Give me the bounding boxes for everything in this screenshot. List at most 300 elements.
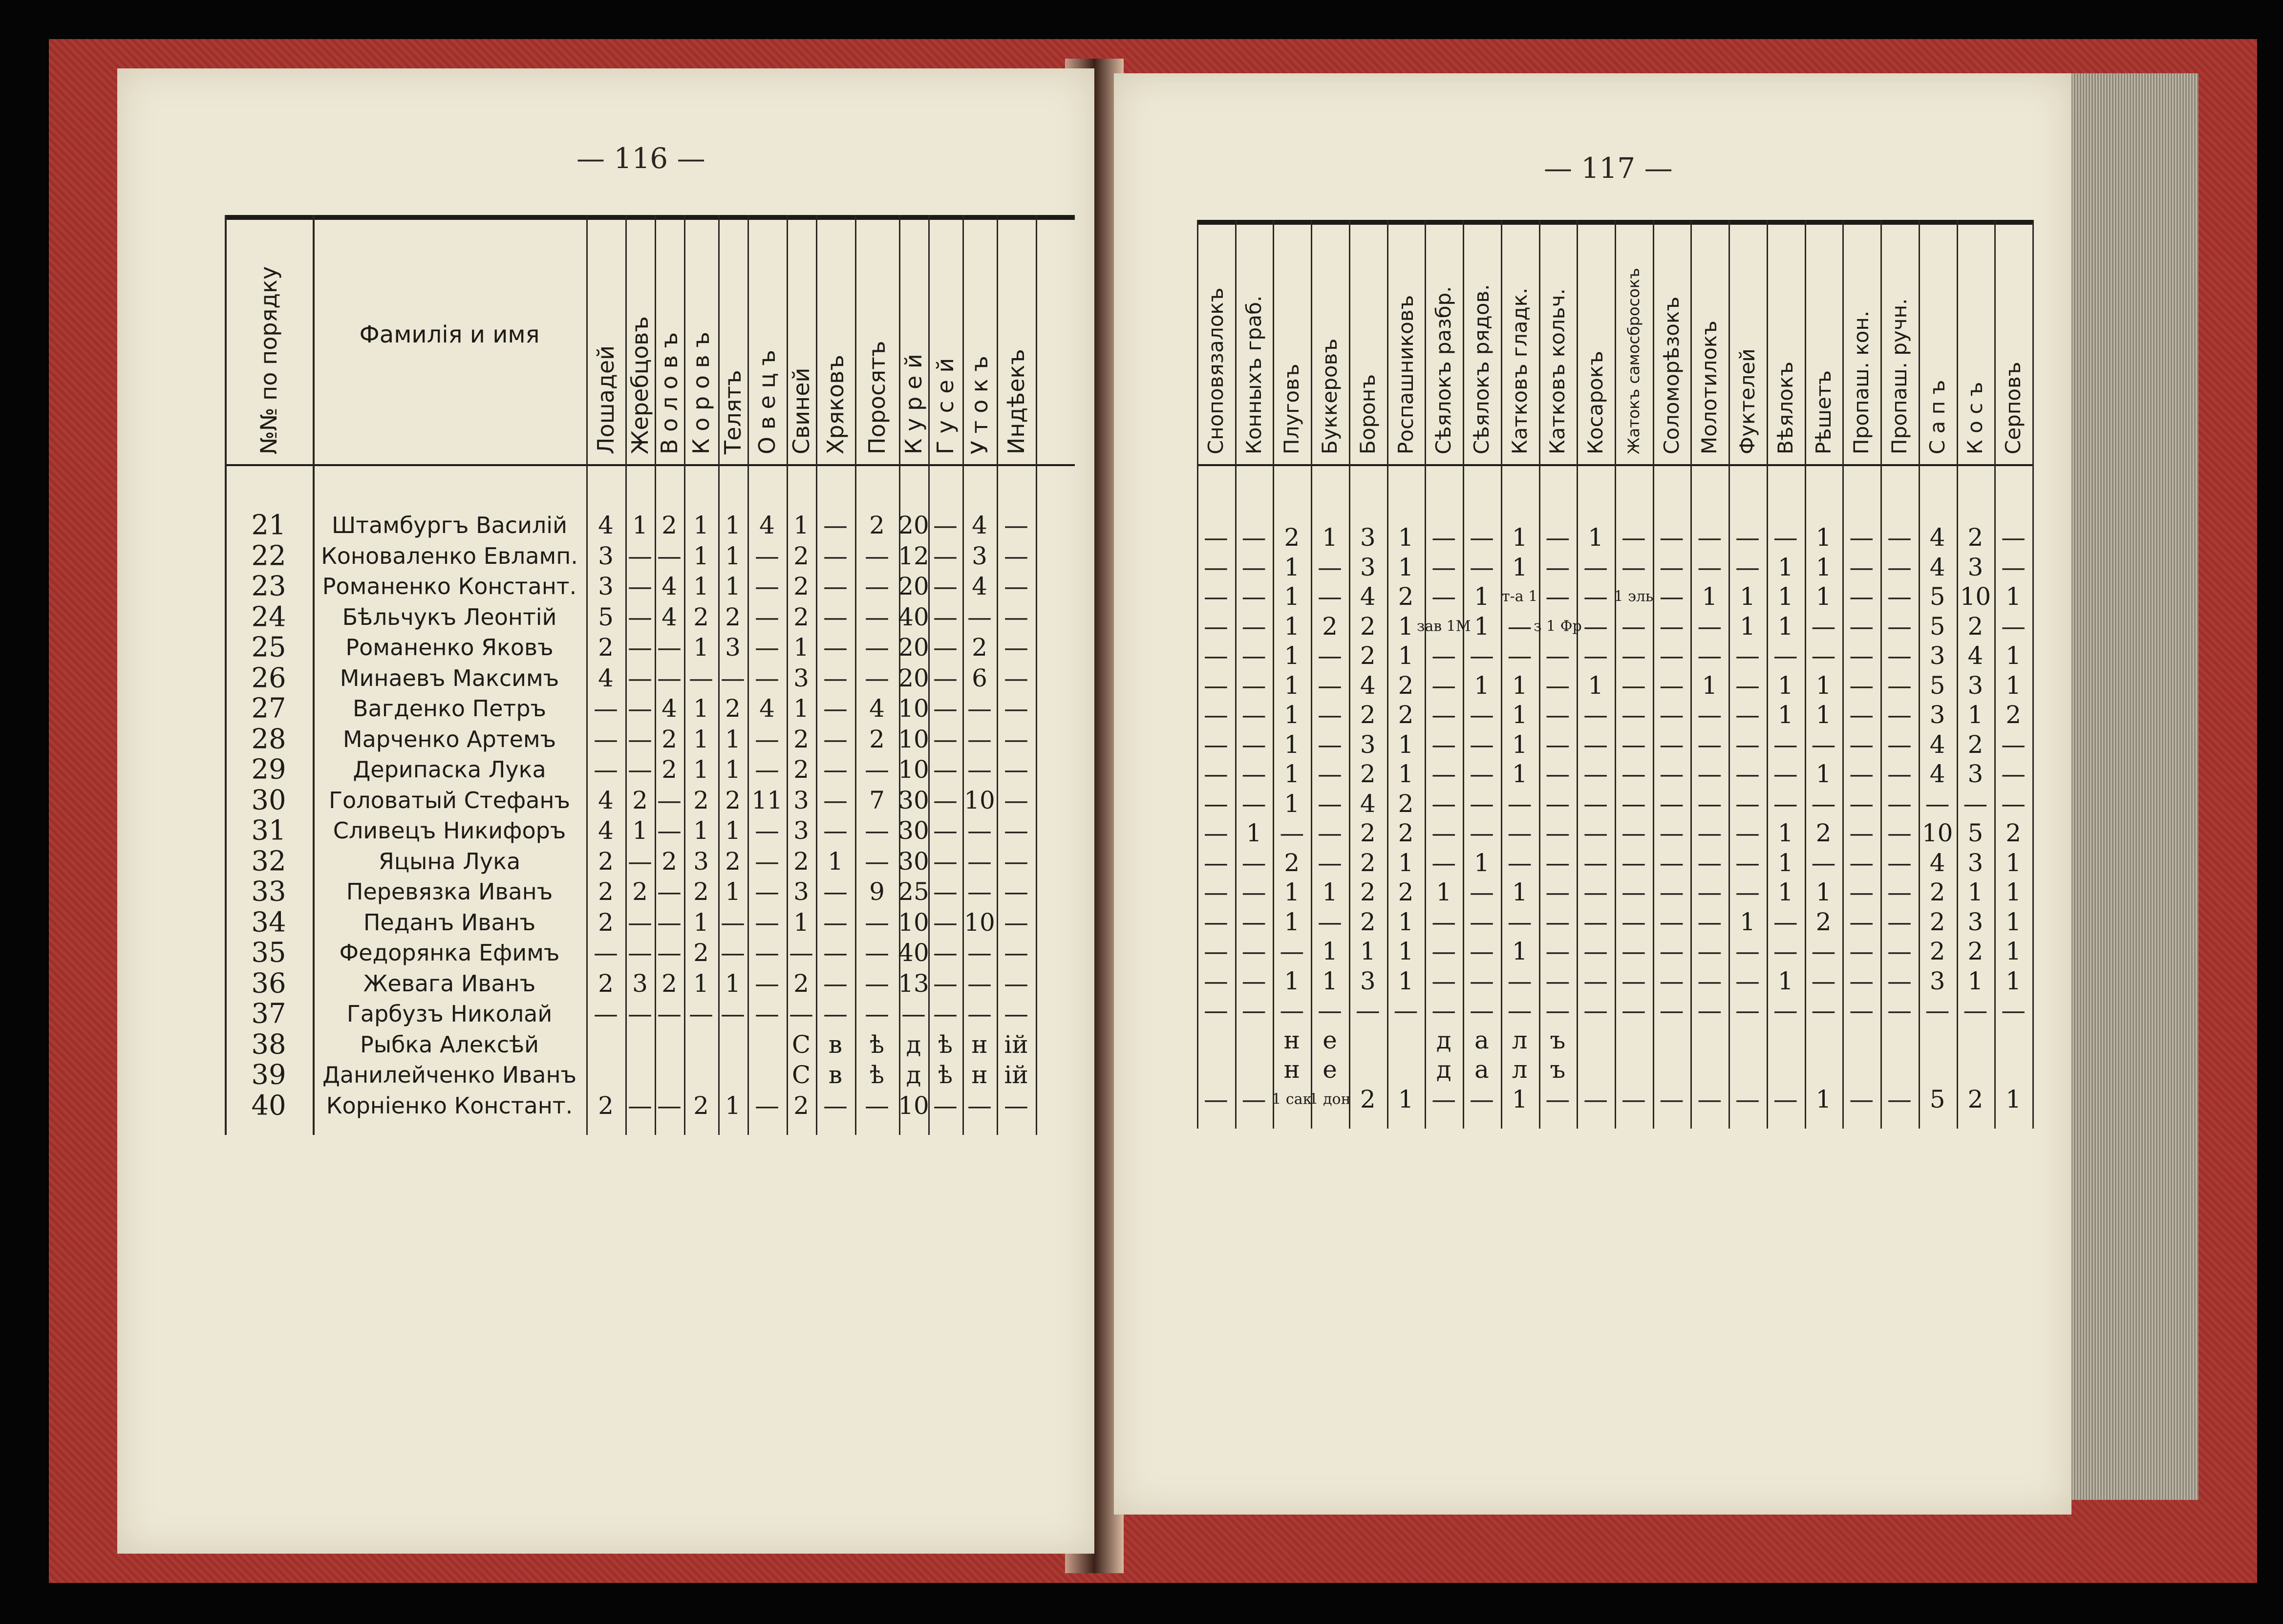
right-column-rule — [1842, 220, 1844, 1129]
left-table-cell: 4 — [759, 694, 775, 723]
right-table-cell: 1 — [1284, 907, 1300, 936]
left-table-cell: — — [721, 939, 745, 967]
left-table-cell: — — [1004, 847, 1028, 876]
right-table-cell: — — [1431, 907, 1456, 936]
left-row-number: 21 — [251, 509, 286, 541]
left-table-cell: — — [933, 1000, 958, 1028]
right-table-cell: 1 — [2006, 848, 2022, 877]
right-table-cell: — — [1203, 523, 1228, 552]
right-table-cell: — — [1887, 701, 1912, 729]
right-table-cell: — — [1811, 641, 1836, 670]
right-table-cell: 2 — [1967, 523, 1984, 552]
right-table-cell: 1 — [1588, 523, 1604, 552]
right-table-cell: — — [1735, 641, 1760, 670]
right-table-cell: 2 — [1815, 907, 1832, 936]
right-table-cell: 1 — [1777, 553, 1793, 581]
right-table-cell: 1 — [2006, 582, 2022, 611]
right-table-cell: 5 — [1929, 612, 1945, 641]
right-table-cell: 1 — [1512, 553, 1528, 581]
right-table-cell: — — [1469, 523, 1494, 552]
right-table-cell: — — [1697, 937, 1722, 965]
right-table-cell: 1 — [1322, 937, 1338, 965]
left-column-rule — [816, 215, 817, 1135]
right-page — [1114, 73, 2071, 1515]
right-table-cell: 1 — [1777, 966, 1793, 995]
right-table-cell: — — [1431, 701, 1456, 729]
right-table-cell: 4 — [1929, 523, 1945, 552]
left-table-cell: 20 — [898, 511, 929, 539]
right-table-cell: — — [1241, 523, 1266, 552]
right-column-rule — [1463, 220, 1464, 1129]
left-row-number: 34 — [251, 906, 286, 938]
left-table-cell: — — [1004, 572, 1028, 600]
right-column-header: Соломорѣзокъ — [1659, 297, 1684, 454]
left-row-number: 27 — [251, 692, 286, 725]
left-table-cell: — — [933, 816, 958, 845]
right-table-cell: 1 — [2006, 966, 2022, 995]
right-column-rule — [1615, 220, 1616, 1129]
left-table-cell: — — [1004, 633, 1028, 662]
right-table-cell: 4 — [1929, 760, 1945, 788]
right-table-cell: — — [1469, 819, 1494, 847]
right-table-cell: — — [1318, 671, 1343, 700]
left-column-header: К у р е й — [900, 354, 927, 454]
right-table-cell: — — [1621, 848, 1646, 877]
left-table-cell: 4 — [598, 816, 614, 845]
left-table-cell: — — [865, 939, 889, 967]
left-table-cell: — — [594, 694, 618, 723]
right-table-cell: — — [1241, 848, 1266, 877]
left-table-cell: 2 — [725, 694, 741, 723]
right-table-cell: — — [1659, 760, 1684, 788]
left-table-cell: 2 — [598, 969, 614, 998]
right-column-header: Конныхъ граб. — [1241, 295, 1266, 454]
right-table-cell: — — [1583, 878, 1608, 906]
left-table-cell: 10 — [898, 908, 929, 937]
right-table-cell: — — [1697, 523, 1722, 552]
right-column-rule — [1273, 220, 1274, 1129]
right-table-cell: — — [1431, 641, 1456, 670]
right-table-cell: — — [1241, 966, 1266, 995]
right-table-cell: 1 — [1436, 878, 1452, 906]
right-table-cell: 1 — [2006, 937, 2022, 965]
left-table-cell: 10 — [964, 786, 995, 814]
left-table-cell: 2 — [793, 541, 809, 570]
right-table-cell: 3 — [1967, 907, 1984, 936]
left-table-cell: 30 — [898, 847, 929, 876]
right-table-cell: — — [1203, 848, 1228, 877]
right-table-cell: — — [1469, 966, 1494, 995]
right-table-cell: 1 — [1512, 671, 1528, 700]
left-table-cell: 10 — [898, 725, 929, 753]
left-table-cell: 2 — [869, 725, 885, 753]
right-table-cell: — — [1735, 730, 1760, 759]
right-table-cell: 1 — [1777, 878, 1793, 906]
right-column-rule — [1728, 220, 1730, 1129]
left-column-header: Телятъ — [720, 370, 746, 454]
right-table-cell: — — [1280, 819, 1304, 847]
right-table-cell: 1 — [1398, 612, 1414, 641]
right-table-cell: — — [1583, 553, 1608, 581]
left-column-header: У т о к ъ — [966, 356, 993, 454]
right-table-cell: — — [1241, 1085, 1266, 1113]
right-table-cell: — — [1659, 907, 1684, 936]
right-table-cell: — — [1545, 760, 1570, 788]
right-table-cell: 1 — [1474, 848, 1490, 877]
right-table-cell: — — [1735, 523, 1760, 552]
right-table-cell: 1 — [1815, 701, 1832, 729]
right-table-cell: — — [1887, 937, 1912, 965]
right-table-cell: 3 — [1967, 671, 1984, 700]
left-column-header: №№ по порядку — [256, 266, 282, 454]
right-table-cell: — — [1203, 760, 1228, 788]
right-table-cell: 1 — [1512, 701, 1528, 729]
right-column-rule — [1311, 220, 1312, 1129]
right-table-cell: — — [1241, 641, 1266, 670]
right-table-cell: 1 — [1246, 819, 1262, 847]
right-table-cell: а — [1474, 1026, 1489, 1054]
right-table-cell: зав 1М — [1416, 618, 1471, 635]
right-table-cell: — — [1431, 937, 1456, 965]
right-table-cell: 1 — [1702, 582, 1718, 611]
right-table-cell: — — [1887, 789, 1912, 818]
left-table-cell: в — [828, 1061, 843, 1089]
right-table-cell: 2 — [1360, 848, 1376, 877]
right-table-cell: 1 — [1284, 789, 1300, 818]
right-table-cell: — — [1887, 553, 1912, 581]
right-table-cell: 1 — [1284, 730, 1300, 759]
left-column-header: Свиней — [788, 367, 814, 454]
right-table-cell: 4 — [1360, 789, 1376, 818]
right-table-cell: 3 — [1929, 966, 1945, 995]
right-table-cell: — — [1241, 760, 1266, 788]
right-table-cell: — — [1469, 701, 1494, 729]
left-table-cell: 2 — [725, 602, 741, 631]
left-table-cell: — — [755, 969, 779, 998]
right-table-cell: — — [1203, 582, 1228, 611]
right-table-cell: — — [1773, 937, 1798, 965]
right-table-cell: 2 — [1360, 612, 1376, 641]
left-row-name: Яцына Лука — [378, 848, 521, 875]
right-table-cell: 2 — [1284, 523, 1300, 552]
left-row-name: Педанъ Иванъ — [363, 909, 536, 936]
left-table-cell: 1 — [693, 541, 709, 570]
right-table-cell: — — [1887, 819, 1912, 847]
left-table-cell: — — [628, 908, 652, 937]
right-table-cell: — — [1621, 612, 1646, 641]
left-table-cell: н — [971, 1061, 988, 1089]
left-table-cell: 2 — [661, 847, 677, 876]
right-table-cell: — — [1431, 671, 1456, 700]
right-table-cell: 1 — [1740, 582, 1755, 611]
right-table-cell: — — [1583, 701, 1608, 729]
right-table-cell: 1 — [1777, 819, 1793, 847]
right-table-cell: 2 — [1398, 582, 1414, 611]
right-table-cell: 1 — [1322, 966, 1338, 995]
left-row-name: Минаевъ Максимъ — [340, 664, 559, 691]
right-table-cell: 5 — [1967, 819, 1984, 847]
left-table-cell: 1 — [793, 511, 809, 539]
left-table-cell: 1 — [632, 511, 648, 539]
left-table-cell: — — [789, 1000, 813, 1028]
right-table-cell: — — [1735, 878, 1760, 906]
left-table-cell: — — [755, 816, 779, 845]
left-table-cell: — — [865, 1000, 889, 1028]
right-table-cell: 1 — [1398, 553, 1414, 581]
right-table-cell: 1 — [2006, 641, 2022, 670]
left-table-cell: 2 — [661, 755, 677, 784]
right-table-cell: 5 — [1929, 1085, 1945, 1113]
right-table-cell: — — [1431, 730, 1456, 759]
right-table-cell: — — [2001, 553, 2026, 581]
left-table-cell: ій — [1004, 1061, 1028, 1089]
left-table-cell: С — [791, 1061, 811, 1089]
right-table-cell: — — [1431, 789, 1456, 818]
right-table-cell: — — [1545, 819, 1570, 847]
left-column-header: Лошадей — [593, 345, 619, 454]
left-table-cell: 2 — [725, 847, 741, 876]
right-table-cell: — — [1697, 848, 1722, 877]
right-table-cell: а — [1474, 1055, 1489, 1084]
right-table-cell: 1 — [1815, 582, 1832, 611]
right-table-cell: 2 — [1360, 1085, 1376, 1113]
right-table-cell: — — [1887, 730, 1912, 759]
right-table-cell: — — [1849, 730, 1874, 759]
left-column-rule — [684, 215, 685, 1135]
right-table-cell: 1 — [1815, 1085, 1832, 1113]
left-row-name: Вагденко Петръ — [352, 695, 547, 722]
right-table-cell: — — [1241, 612, 1266, 641]
right-table-cell: 1 — [1284, 641, 1300, 670]
right-table-cell: — — [1849, 848, 1874, 877]
right-table-cell: — — [1241, 878, 1266, 906]
right-table-cell: — — [1773, 641, 1798, 670]
left-table-cell: — — [967, 847, 992, 876]
left-table-cell: — — [865, 755, 889, 784]
right-table-cell: — — [1545, 966, 1570, 995]
right-table-cell: — — [1583, 612, 1608, 641]
right-column-header: Пропаш. ручн. — [1887, 298, 1911, 454]
right-table-cell: 1 — [1967, 966, 1984, 995]
left-table-cell: — — [1004, 541, 1028, 570]
right-table-cell: 3 — [1360, 523, 1376, 552]
right-table-cell: 1 — [1284, 671, 1300, 700]
right-table-cell: 1 — [1284, 966, 1300, 995]
right-table-cell: 1 — [1398, 966, 1414, 995]
right-table-cell: — — [1697, 819, 1722, 847]
left-table-cell: 11 — [751, 786, 783, 814]
left-row-name: Данилейченко Иванъ — [322, 1062, 577, 1088]
right-table-cell: — — [1697, 641, 1722, 670]
right-table-cell: 2 — [1398, 789, 1414, 818]
right-table-cell: 1 — [1815, 523, 1832, 552]
left-table-cell: 3 — [793, 816, 809, 845]
right-table-cell: 1 — [1777, 671, 1793, 700]
left-table-cell: — — [933, 847, 958, 876]
left-table-cell: 3 — [632, 969, 648, 998]
left-table-cell: — — [755, 939, 779, 967]
right-table-cell: — — [1318, 819, 1343, 847]
right-table-cell: 3 — [1967, 848, 1984, 877]
right-table-cell: 1 — [1398, 937, 1414, 965]
right-table-cell: — — [1507, 789, 1532, 818]
right-table-cell: — — [1393, 996, 1418, 1025]
left-table-cell: — — [594, 725, 618, 753]
right-table-cell: 1 — [1398, 760, 1414, 788]
right-column-header: К о с ъ — [1963, 382, 1987, 454]
right-table-cell: — — [1659, 966, 1684, 995]
left-table-cell: 3 — [725, 633, 741, 662]
left-table-cell: — — [865, 908, 889, 937]
right-table-cell: 1 — [1512, 937, 1528, 965]
right-table-cell: 1 — [1398, 523, 1414, 552]
left-row-number: 30 — [251, 784, 286, 816]
left-table-cell: — — [823, 939, 848, 967]
right-table-cell: — — [1849, 819, 1874, 847]
left-table-cell: 1 — [725, 725, 741, 753]
right-table-cell: — — [1621, 701, 1646, 729]
left-table-cell: — — [865, 969, 889, 998]
right-table-cell: — — [1318, 907, 1343, 936]
left-row-name: Марченко Артемъ — [342, 726, 556, 752]
left-table-cell: — — [967, 969, 992, 998]
right-table-cell: — — [1545, 1085, 1570, 1113]
right-table-cell: 4 — [1360, 582, 1376, 611]
left-table-cell: ѣ — [938, 1030, 953, 1059]
right-table-cell: 2 — [2006, 701, 2022, 729]
right-table-cell: — — [1811, 966, 1836, 995]
left-table-cell: 2 — [793, 969, 809, 998]
left-table-cell: — — [865, 1091, 889, 1120]
left-table-cell: 1 — [725, 816, 741, 845]
right-table-cell: 5 — [1929, 582, 1945, 611]
right-table-cell: — — [1431, 523, 1456, 552]
left-row-name: Романенко Констант. — [322, 573, 577, 599]
left-table-cell: — — [823, 541, 848, 570]
right-table-cell: н — [1283, 1026, 1300, 1054]
left-table-cell: 2 — [793, 755, 809, 784]
left-table-cell: 1 — [693, 572, 709, 600]
left-row-name: Жевага Иванъ — [363, 970, 536, 997]
left-table-cell: — — [865, 572, 889, 600]
left-table-cell: — — [967, 1091, 992, 1120]
right-table-cell: — — [1469, 937, 1494, 965]
left-table-cell: — — [628, 541, 652, 570]
left-table-cell: 2 — [793, 572, 809, 600]
right-table-cell: — — [1241, 996, 1266, 1025]
right-table-cell: — — [1735, 996, 1760, 1025]
left-table-cell: — — [823, 755, 848, 784]
left-table-cell: 2 — [661, 725, 677, 753]
right-table-cell: — — [1318, 789, 1343, 818]
right-table-cell: — — [1583, 730, 1608, 759]
right-column-rule — [1501, 220, 1502, 1129]
right-table-cell: — — [1507, 966, 1532, 995]
right-table-cell: — — [1507, 819, 1532, 847]
right-table-cell: 2 — [1398, 878, 1414, 906]
left-row-name: Бѣльчукъ Леонтій — [342, 603, 557, 630]
right-table-cell: 1 — [1474, 612, 1490, 641]
right-table-cell: 4 — [1929, 553, 1945, 581]
left-table-cell: — — [628, 663, 652, 692]
left-table-cell: 1 — [725, 755, 741, 784]
right-table-cell: 2 — [1398, 671, 1414, 700]
left-table-cell: — — [967, 1000, 992, 1028]
left-table-cell: 4 — [661, 694, 677, 723]
left-table-cell: — — [657, 816, 682, 845]
left-table-cell: н — [971, 1030, 988, 1059]
right-table-cell: 4 — [1929, 730, 1945, 759]
left-table-cell: 6 — [972, 663, 987, 692]
right-table-cell: 1 — [1474, 671, 1490, 700]
right-table-cell: — — [1545, 671, 1570, 700]
right-table-cell: 1 — [1512, 523, 1528, 552]
right-table-cell: — — [1621, 730, 1646, 759]
right-table-cell: — — [1773, 1085, 1798, 1113]
right-table-cell: — — [1811, 937, 1836, 965]
right-table-cell: — — [1431, 553, 1456, 581]
right-table-cell: — — [1659, 582, 1684, 611]
right-table-cell: — — [1849, 641, 1874, 670]
left-table-cell: — — [901, 1000, 926, 1028]
right-table-cell: — — [1507, 907, 1532, 936]
right-column-header: Рѣшетъ — [1811, 370, 1835, 454]
right-table-cell: 2 — [1929, 907, 1945, 936]
right-table-cell: — — [1621, 671, 1646, 700]
left-table-cell: — — [967, 725, 992, 753]
right-table-cell: — — [2001, 523, 2026, 552]
right-table-cell: — — [1773, 789, 1798, 818]
left-table-cell: 4 — [661, 602, 677, 631]
right-table-cell: — — [1545, 878, 1570, 906]
right-table-cell: — — [1659, 612, 1684, 641]
right-table-cell: е — [1323, 1055, 1337, 1084]
right-table-cell: 1 — [1588, 671, 1604, 700]
left-table-cell: — — [823, 694, 848, 723]
left-row-name: Головатый Стефанъ — [329, 787, 570, 813]
left-table-cell: 2 — [632, 877, 648, 906]
left-column-header: Индѣекъ — [1003, 349, 1029, 454]
right-table-cell: 3 — [1967, 553, 1984, 581]
right-table-cell: — — [1735, 819, 1760, 847]
left-table-cell: — — [628, 847, 652, 876]
right-table-cell: — — [1697, 553, 1722, 581]
right-table-cell: — — [1469, 760, 1494, 788]
left-table-cell: — — [823, 908, 848, 937]
left-table-cell: 1 — [725, 1091, 741, 1120]
left-column-rule — [997, 215, 998, 1135]
left-table-cell: — — [755, 847, 779, 876]
left-column-rule — [747, 215, 749, 1135]
right-table-cell: — — [1545, 789, 1570, 818]
right-table-cell: — — [1203, 996, 1228, 1025]
right-column-header: С а п ъ — [1925, 380, 1949, 454]
right-table-cell: — — [1203, 819, 1228, 847]
right-table-cell: 3 — [1929, 641, 1945, 670]
left-header-rule-bottom — [225, 464, 1075, 466]
left-table-cell: — — [865, 847, 889, 876]
right-table-cell: 10 — [1921, 819, 1953, 847]
left-table-cell: 2 — [598, 847, 614, 876]
left-table-cell: 4 — [598, 663, 614, 692]
left-table-cell: — — [1004, 1091, 1028, 1120]
right-column-rule — [1577, 220, 1578, 1129]
right-table-cell: 2 — [1360, 760, 1376, 788]
left-table-cell: 10 — [898, 694, 929, 723]
right-table-cell: — — [1318, 730, 1343, 759]
right-table-cell: — — [1887, 966, 1912, 995]
right-table-cell: — — [1925, 996, 1950, 1025]
